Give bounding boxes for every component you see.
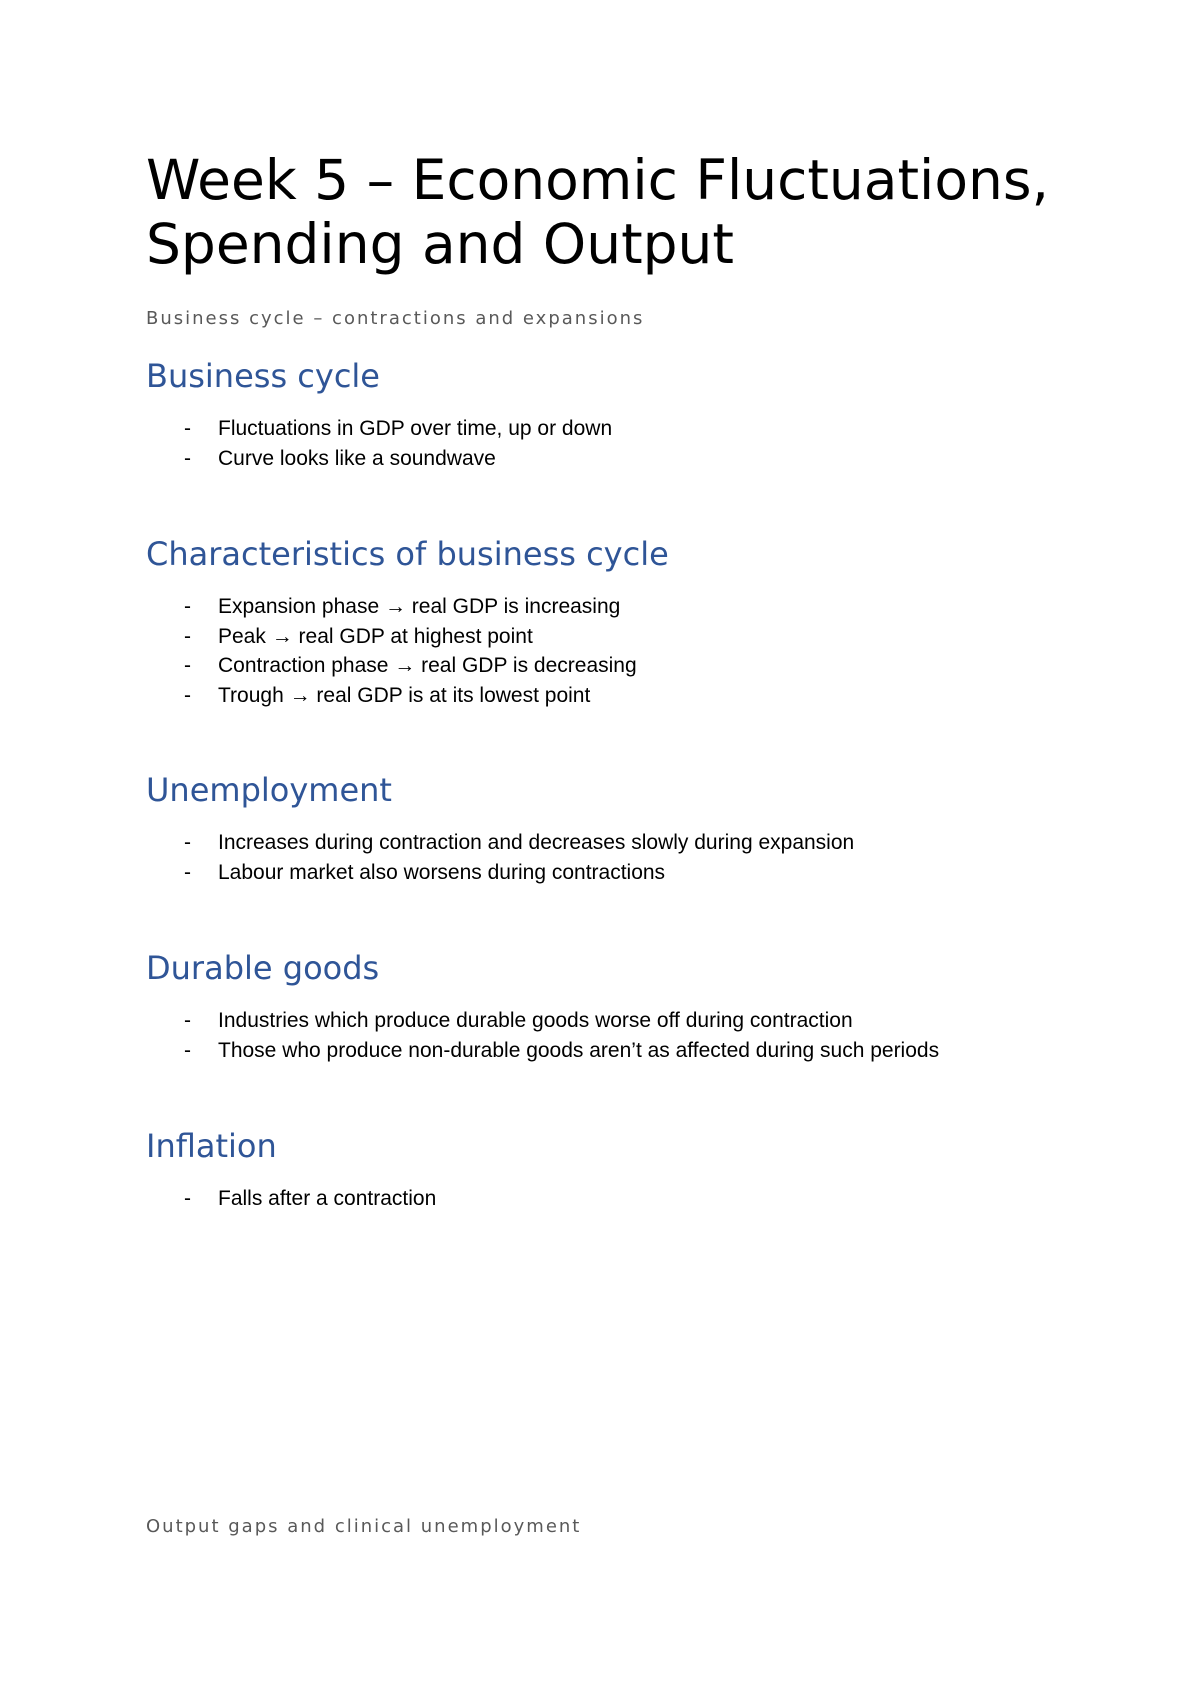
bullet-list — [146, 828, 1106, 887]
list-item — [146, 681, 1106, 711]
list-item — [146, 1036, 1106, 1066]
section-heading: Characteristics of business cycle — [146, 535, 669, 573]
list-item — [146, 1184, 1106, 1214]
section-heading: Business cycle — [146, 357, 380, 395]
bullet-dash: - — [184, 1038, 191, 1062]
list-item-text: Those who produce non-durable goods aren’t as affected during such periods — [218, 1038, 940, 1062]
bullet-list — [146, 1006, 1106, 1065]
section-heading: Unemployment — [146, 771, 392, 809]
bullet-dash: - — [184, 417, 191, 440]
list-item — [146, 1006, 1106, 1036]
list-item-text: Fluctuations in GDP over time, up or down — [218, 417, 613, 440]
bullet-dash: - — [184, 595, 191, 618]
section-unemployment — [146, 770, 1106, 887]
list-item-text: Industries which produce durable goods worse off during contraction — [218, 1009, 853, 1032]
list-item-text: Peak → real GDP at highest point — [218, 624, 533, 648]
bullet-dash: - — [184, 860, 191, 884]
bullet-list — [146, 592, 1106, 710]
list-item — [146, 414, 1106, 444]
bullet-dash: - — [184, 683, 191, 707]
section-inflation — [146, 1126, 1106, 1214]
bullet-dash: - — [184, 831, 191, 854]
section-durable-goods — [146, 948, 1106, 1065]
subtitle-output-gaps: Output gaps and clinical unemployment — [146, 1516, 582, 1537]
section-business-cycle — [146, 356, 1106, 473]
subtitle-business-cycle: Business cycle – contractions and expansions — [146, 308, 645, 329]
bullet-dash: - — [184, 654, 191, 677]
list-item — [146, 858, 1106, 888]
section-characteristics — [146, 534, 1106, 710]
bullet-dash: - — [184, 1009, 191, 1032]
list-item-text: Increases during contraction and decreases slowly during expansion — [218, 831, 855, 854]
section-heading: Durable goods — [146, 949, 380, 987]
page-title: Week 5 – Economic Fluctuations, Spending and Output — [146, 148, 1049, 276]
list-item — [146, 592, 1106, 622]
bullet-dash: - — [184, 624, 191, 648]
list-item-text: Curve looks like a soundwave — [218, 446, 496, 470]
list-item-text: Expansion phase → real GDP is increasing — [218, 595, 621, 618]
list-item-text: Labour market also worsens during contractions — [218, 860, 666, 884]
list-item — [146, 828, 1106, 858]
list-item-text: Contraction phase → real GDP is decreasing — [218, 654, 637, 677]
section-heading: Inflation — [146, 1127, 277, 1165]
list-item-text: Trough → real GDP is at its lowest point — [218, 683, 591, 707]
bullet-dash: - — [184, 1187, 191, 1210]
bullet-list — [146, 414, 1106, 473]
bullet-list — [146, 1184, 1106, 1214]
list-item-text: Falls after a contraction — [218, 1187, 437, 1210]
list-item — [146, 444, 1106, 474]
list-item — [146, 622, 1106, 652]
bullet-dash: - — [184, 446, 191, 470]
list-item — [146, 651, 1106, 681]
